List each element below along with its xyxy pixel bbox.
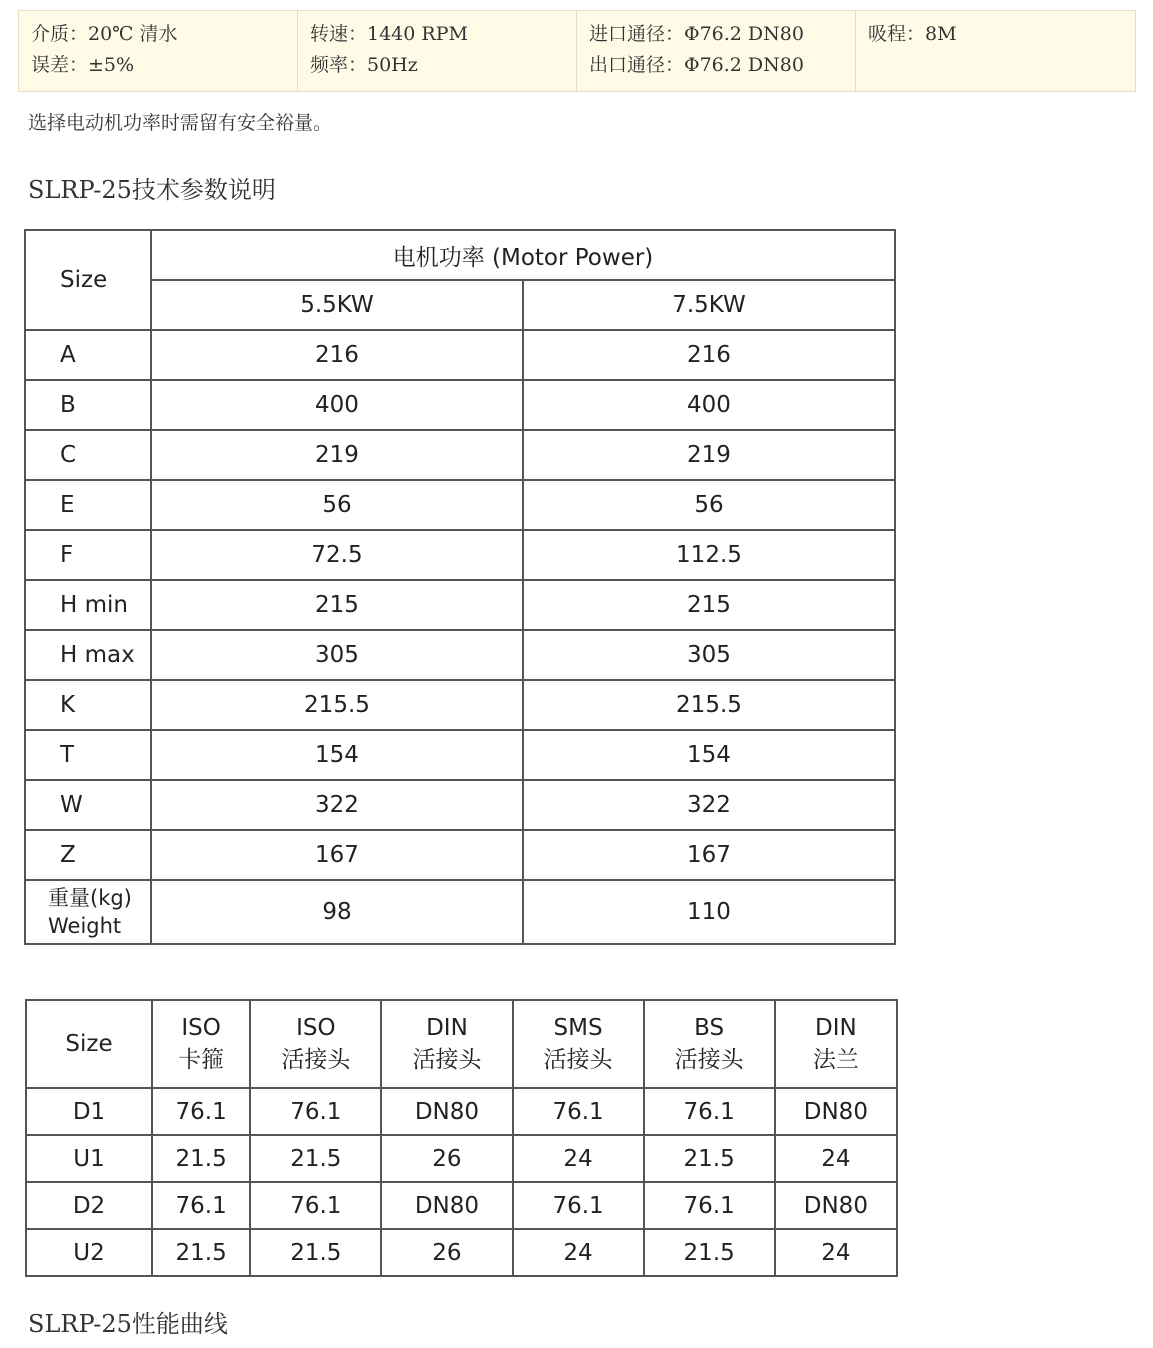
conn-header: [644, 1000, 775, 1088]
conn-header: [152, 1000, 250, 1088]
spec-frequency: 频率：50Hz: [310, 54, 418, 76]
cell: DN80: [381, 1182, 512, 1229]
table-row: [25, 480, 895, 530]
cell: 24: [513, 1135, 644, 1182]
tech-heading: SLRP-25技术参数说明: [28, 176, 276, 204]
row-label: C: [25, 430, 151, 480]
cell: 215.5: [151, 680, 523, 730]
spec-suction: 吸程：8M: [868, 23, 957, 45]
cell: 76.1: [250, 1182, 381, 1229]
conn-header: [775, 1000, 897, 1088]
cell: 76.1: [644, 1088, 775, 1135]
table-row: [26, 1135, 897, 1182]
table-row: [26, 1229, 897, 1276]
curve-heading: SLRP-25性能曲线: [28, 1310, 228, 1338]
cell: 76.1: [513, 1182, 644, 1229]
spec-cell-suction: [856, 11, 1135, 91]
cell: 305: [151, 630, 523, 680]
spec-outlet: 出口通径：Φ76.2 DN80: [589, 54, 804, 76]
conn-header-line1: DIN: [426, 1015, 468, 1041]
table-row: [25, 330, 895, 380]
cell: 21.5: [644, 1229, 775, 1276]
row-label: H max: [25, 630, 151, 680]
table-row: [25, 730, 895, 780]
row-label: W: [25, 780, 151, 830]
cell: 21.5: [250, 1135, 381, 1182]
cell: 56: [523, 480, 895, 530]
cell: 167: [151, 830, 523, 880]
table-row: [25, 530, 895, 580]
cell: 219: [151, 430, 523, 480]
spec-inlet: 进口通径：Φ76.2 DN80: [589, 23, 804, 45]
motor-note: 选择电动机功率时需留有安全裕量。: [28, 112, 333, 134]
cell: 215.5: [523, 680, 895, 730]
conn-header-line2: 法兰: [812, 1047, 859, 1073]
conn-header-line1: ISO: [296, 1015, 336, 1041]
row-label: H min: [25, 580, 151, 630]
cell: 219: [523, 430, 895, 480]
connection-table: [25, 999, 898, 1277]
row-label: T: [25, 730, 151, 780]
conn-header-line1: SMS: [553, 1015, 603, 1041]
cell: 24: [775, 1229, 897, 1276]
conn-header-line2: 活接头: [543, 1047, 613, 1073]
cell: 21.5: [152, 1135, 250, 1182]
table-row: [26, 1088, 897, 1135]
table-row: [25, 430, 895, 480]
spec-tolerance: 误差：±5%: [31, 54, 135, 76]
cell: 21.5: [644, 1135, 775, 1182]
table-row: [26, 1182, 897, 1229]
cell: DN80: [381, 1088, 512, 1135]
row-label: D2: [26, 1182, 152, 1229]
cell: 215: [523, 580, 895, 630]
cell: 112.5: [523, 530, 895, 580]
table-row: [25, 580, 895, 630]
row-label: F: [25, 530, 151, 580]
spec-cell-speed: [298, 11, 577, 91]
cell: 21.5: [250, 1229, 381, 1276]
size-header: Size: [26, 1000, 152, 1088]
size-header: Size: [25, 230, 151, 330]
cell: 26: [381, 1135, 512, 1182]
cell: 98: [151, 880, 523, 944]
cell: 76.1: [513, 1088, 644, 1135]
tech-table: [24, 229, 896, 945]
cell: 24: [513, 1229, 644, 1276]
weight-label-en: Weight: [48, 914, 122, 938]
cell: 305: [523, 630, 895, 680]
row-label: A: [25, 330, 151, 380]
conn-header: [250, 1000, 381, 1088]
cell: 322: [523, 780, 895, 830]
power-col-2: 7.5KW: [523, 280, 895, 330]
row-label: U1: [26, 1135, 152, 1182]
cell: 215: [151, 580, 523, 630]
spec-medium: 介质：20℃ 清水: [31, 23, 178, 45]
conn-header-line1: BS: [694, 1015, 725, 1041]
row-label: D1: [26, 1088, 152, 1135]
cell: 154: [151, 730, 523, 780]
cell: 76.1: [152, 1088, 250, 1135]
row-label: U2: [26, 1229, 152, 1276]
table-row: [25, 380, 895, 430]
conn-header-line2: 活接头: [281, 1047, 351, 1073]
cell: 76.1: [152, 1182, 250, 1229]
spec-cell-medium: [19, 11, 298, 91]
row-label: B: [25, 380, 151, 430]
cell: DN80: [775, 1182, 897, 1229]
cell: 216: [523, 330, 895, 380]
conn-header-line2: 卡箍: [178, 1047, 225, 1073]
weight-label-cn: 重量(kg): [48, 886, 132, 910]
table-row: [25, 780, 895, 830]
cell: 400: [523, 380, 895, 430]
weight-label: [25, 880, 151, 944]
cell: 56: [151, 480, 523, 530]
row-label: K: [25, 680, 151, 730]
cell: 76.1: [250, 1088, 381, 1135]
conn-header-line2: 活接头: [412, 1047, 482, 1073]
power-header: 电机功率 (Motor Power): [151, 230, 895, 280]
row-label: Z: [25, 830, 151, 880]
cell: 400: [151, 380, 523, 430]
table-row: [25, 630, 895, 680]
cell: 76.1: [644, 1182, 775, 1229]
spec-box: [18, 10, 1136, 92]
cell: 322: [151, 780, 523, 830]
cell: 110: [523, 880, 895, 944]
conn-header: [381, 1000, 512, 1088]
power-col-1: 5.5KW: [151, 280, 523, 330]
cell: 21.5: [152, 1229, 250, 1276]
spec-speed: 转速：1440 RPM: [310, 23, 468, 45]
cell: 154: [523, 730, 895, 780]
weight-row: [25, 880, 895, 944]
row-label: E: [25, 480, 151, 530]
cell: DN80: [775, 1088, 897, 1135]
table-row: [25, 680, 895, 730]
cell: 26: [381, 1229, 512, 1276]
cell: 216: [151, 330, 523, 380]
conn-header: [513, 1000, 644, 1088]
conn-header-line2: 活接头: [674, 1047, 744, 1073]
cell: 167: [523, 830, 895, 880]
spec-cell-ports: [577, 11, 856, 91]
cell: 24: [775, 1135, 897, 1182]
cell: 72.5: [151, 530, 523, 580]
conn-header-line1: DIN: [815, 1015, 857, 1041]
table-row: [25, 830, 895, 880]
conn-header-line1: ISO: [181, 1015, 221, 1041]
